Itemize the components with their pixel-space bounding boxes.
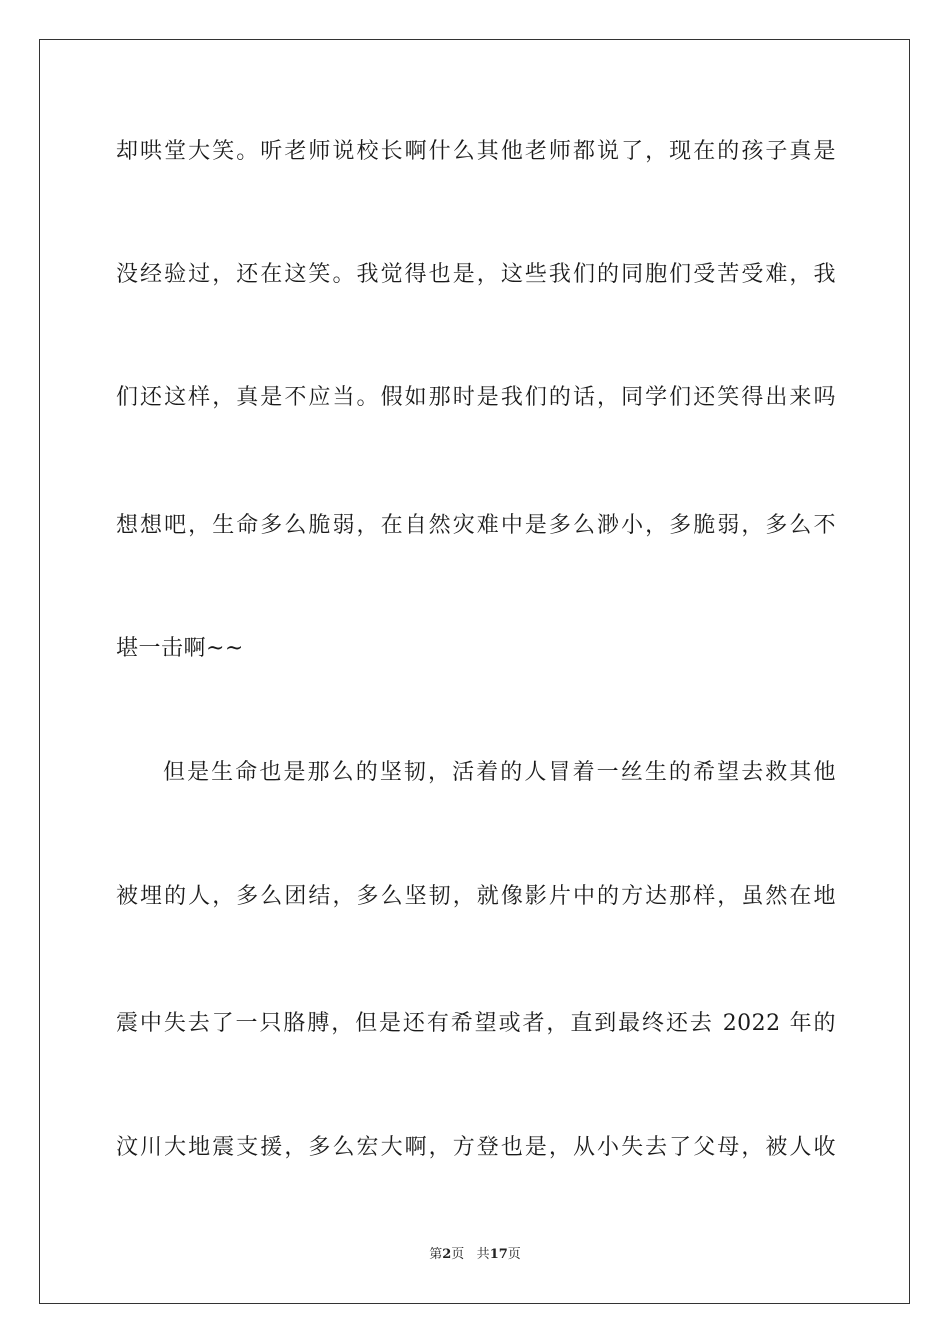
- total-page-count: 17: [489, 1247, 508, 1262]
- text-line: 震中失去了一只胳膊，但是还有希望或者，直到最终还去 2022 年的: [116, 1011, 836, 1036]
- text-line: 们还这样，真是不应当。假如那时是我们的话，同学们还笑得出来吗: [116, 385, 836, 410]
- text-line: 没经验过，还在这笑。我觉得也是，这些我们的同胞们受苦受难，我: [116, 262, 836, 287]
- text-line: 汶川大地震支援，多么宏大啊，方登也是，从小失去了父母，被人收: [116, 1135, 836, 1160]
- page-border: [39, 39, 910, 1304]
- text-line: 却哄堂大笑。听老师说校长啊什么其他老师都说了，现在的孩子真是: [116, 139, 836, 164]
- text-line: 被埋的人，多么团结，多么坚韧，就像影片中的方达那样，虽然在地: [116, 884, 836, 909]
- page-prefix: 第: [429, 1247, 443, 1262]
- total-prefix: 共: [476, 1247, 490, 1262]
- text-line: 堪一击啊~~: [116, 636, 244, 661]
- text-line: 想想吧，生命多么脆弱，在自然灾难中是多么渺小，多脆弱，多么不: [116, 513, 836, 538]
- page-footer: [0, 1246, 950, 1264]
- current-page-number: 2: [442, 1247, 452, 1262]
- page-unit: 页: [451, 1247, 465, 1262]
- paragraph-start-line: 但是生命也是那么的坚韧，活着的人冒着一丝生的希望去救其他: [163, 760, 836, 785]
- total-unit: 页: [507, 1247, 521, 1262]
